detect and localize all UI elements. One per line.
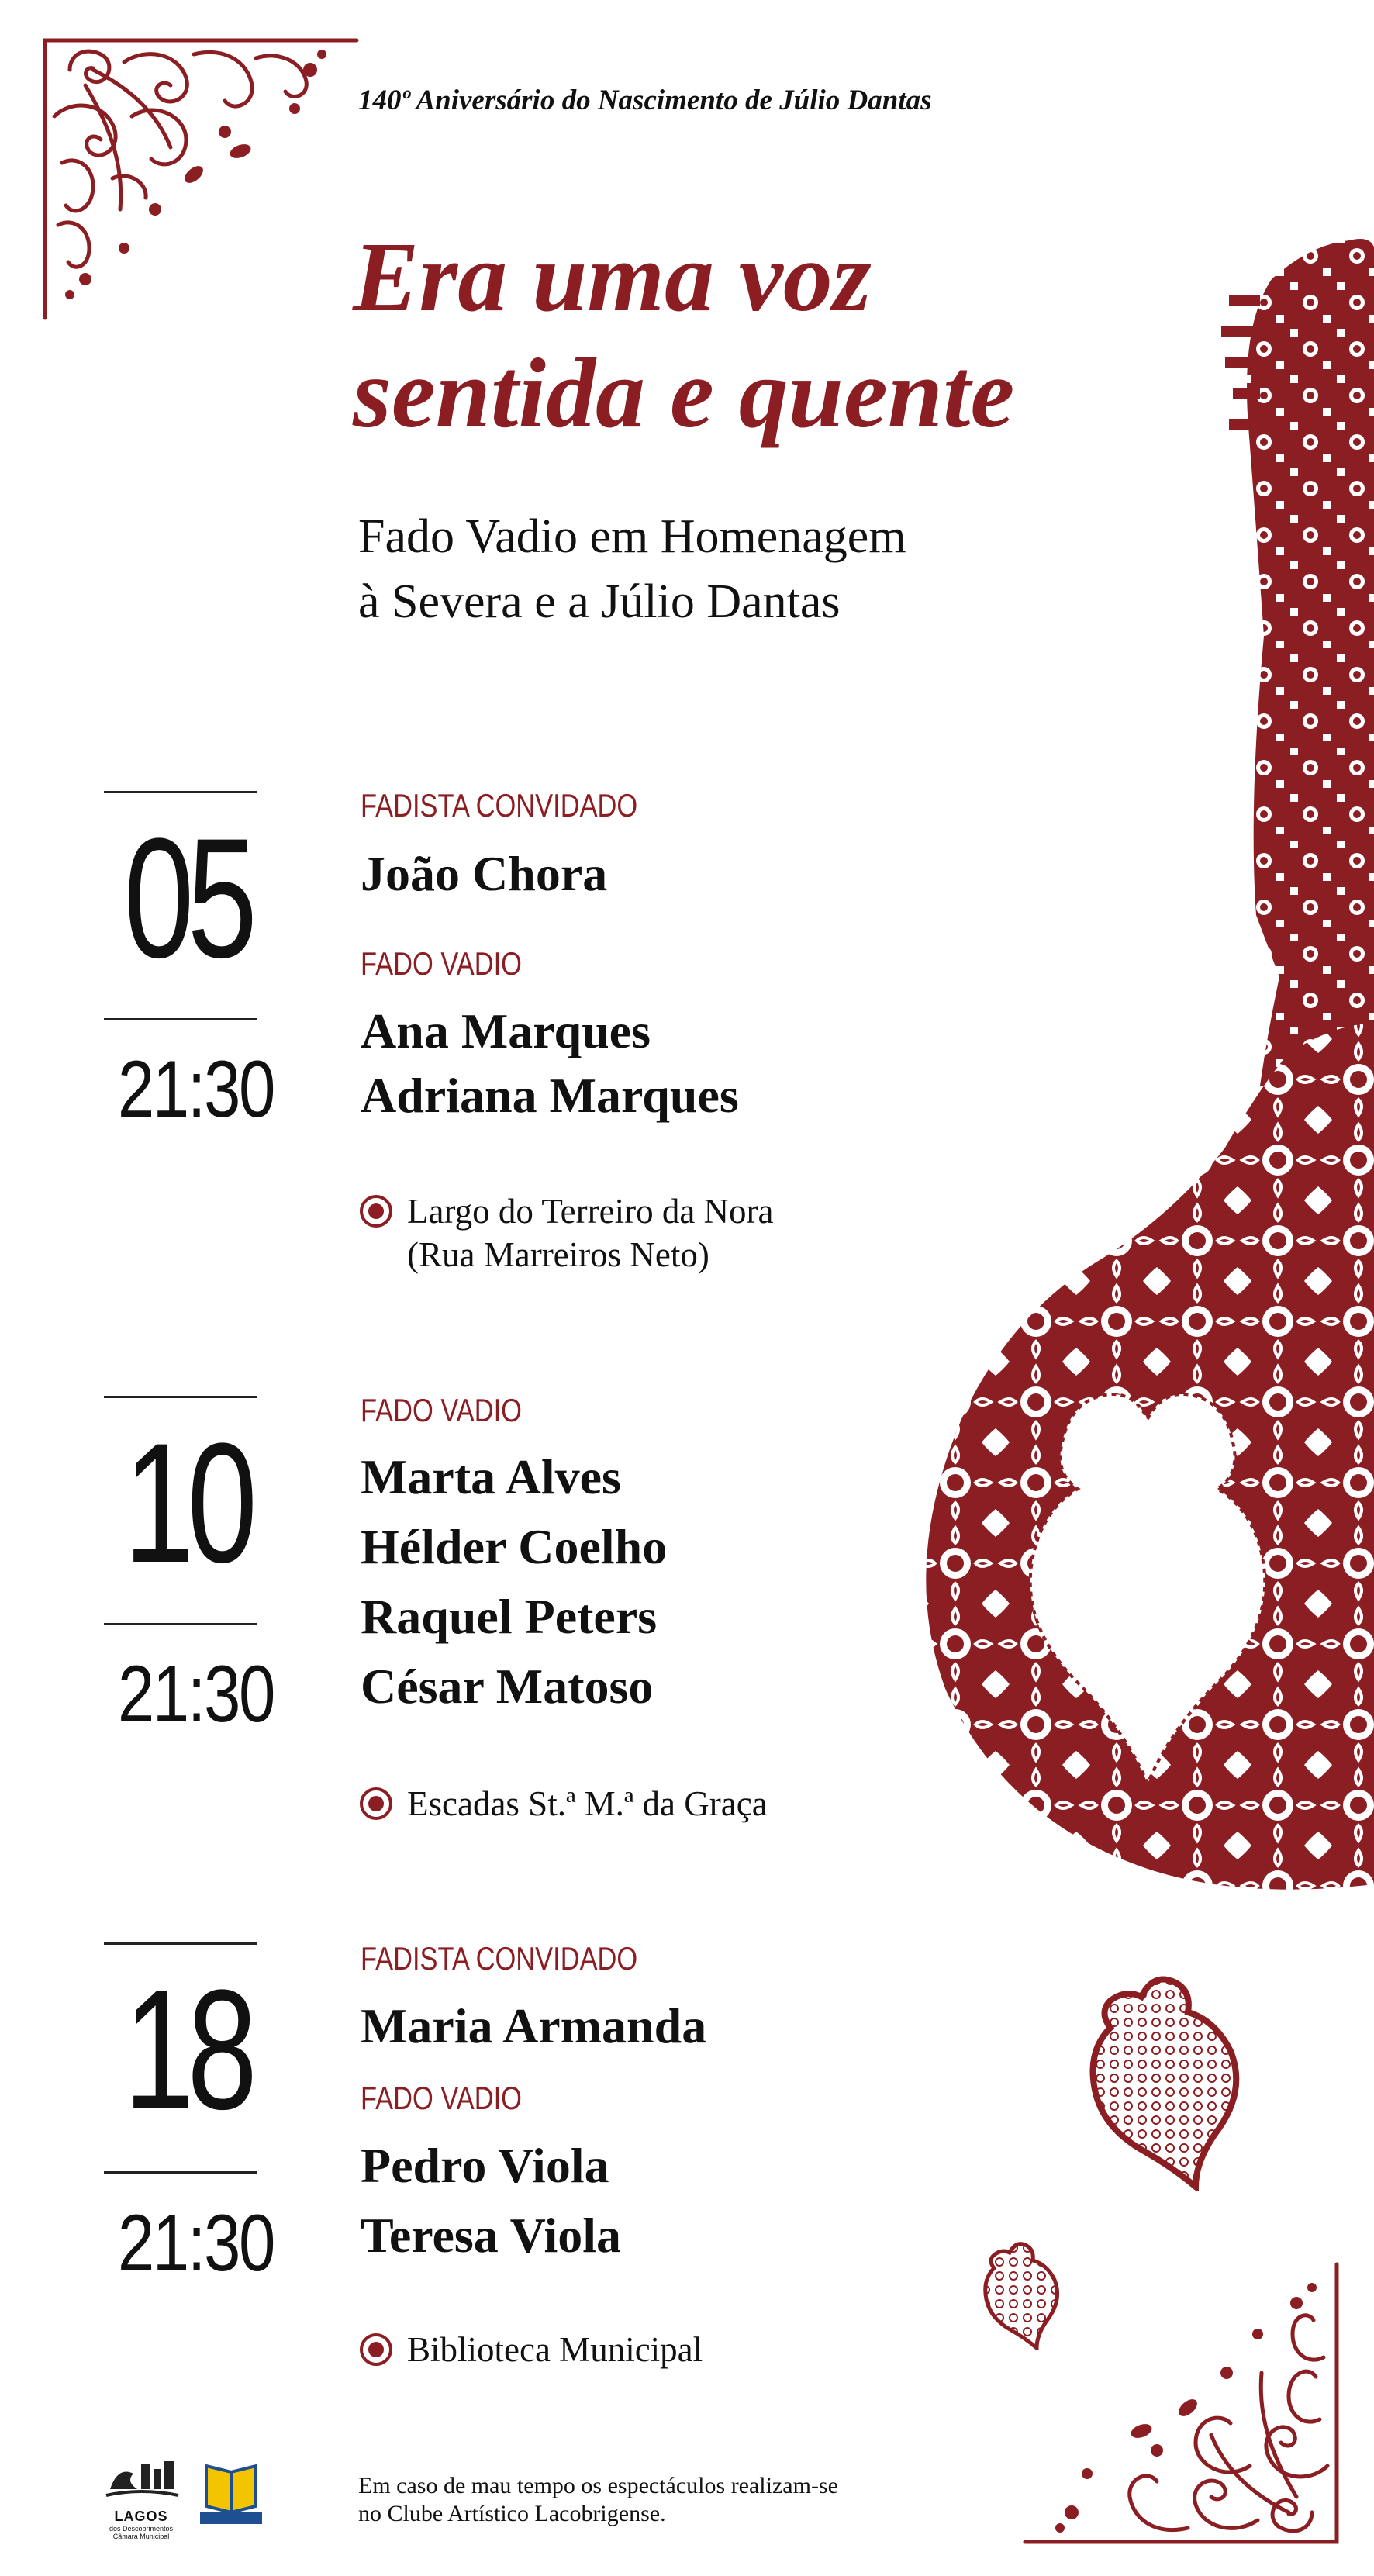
venue: [407, 1782, 768, 1825]
divider: [104, 1018, 257, 1020]
title-line-2: sentida e quente: [353, 338, 1015, 448]
divider: [104, 2171, 257, 2174]
performer-name: Adriana Marques: [361, 1068, 739, 1123]
performer-name: Maria Armanda: [361, 1998, 707, 2053]
category-label: FADO VADIO: [361, 2080, 522, 2116]
venue-line-2: (Rua Marreiros Neto): [407, 1235, 709, 1274]
title-line-1: Era uma voz: [353, 222, 872, 332]
venue: [407, 1190, 774, 1276]
library-logo: [200, 2458, 262, 2524]
location-pin-icon: [359, 1194, 393, 1228]
lagos-emblem-icon: [102, 2458, 180, 2505]
performer-name: João Chora: [361, 846, 608, 901]
performer-name: Marta Alves: [361, 1449, 621, 1504]
subtitle-line-1: Fado Vadio em Homenagem: [358, 510, 906, 563]
category-label: FADO VADIO: [361, 1392, 522, 1428]
category-label: FADISTA CONVIDADO: [361, 787, 638, 824]
category-label: FADO VADIO: [361, 945, 522, 982]
performer-name: Teresa Viola: [361, 2208, 622, 2263]
corner-flourish-icon: [39, 23, 364, 326]
event-day: 05: [123, 803, 251, 993]
heart-ornament-icon: [1079, 1973, 1258, 2191]
divider: [104, 791, 257, 793]
lagos-logo-text: LAGOS: [114, 2509, 168, 2524]
venue-line-1: Largo do Terreiro da Nora: [407, 1192, 774, 1231]
performer-name: Ana Marques: [361, 1003, 651, 1058]
library-book-icon: [200, 2458, 262, 2524]
performer-name: Raquel Peters: [361, 1589, 658, 1644]
footer-note: [358, 2472, 838, 2528]
divider: [104, 1623, 257, 1625]
divider: [104, 1942, 257, 1945]
event-day: 10: [123, 1407, 251, 1598]
lagos-logo-sub: dos Descobrimentos: [109, 2525, 174, 2533]
subtitle: [358, 504, 906, 634]
event-day: 18: [123, 1954, 251, 2145]
lagos-logo: [102, 2458, 180, 2543]
divider: [104, 1396, 257, 1398]
venue: [407, 2328, 703, 2371]
performer-name: Pedro Viola: [361, 2138, 609, 2193]
lagos-logo-sub2: Câmara Municipal: [112, 2533, 170, 2540]
venue-line-1: Escadas St.ª M.ª da Graça: [407, 1784, 768, 1823]
subtitle-line-2: à Severa e a Júlio Dantas: [358, 575, 841, 628]
event-time: 21:30: [117, 1045, 274, 1134]
category-label: FADISTA CONVIDADO: [361, 1940, 638, 1977]
location-pin-icon: [359, 2333, 393, 2367]
location-pin-icon: [359, 1787, 393, 1821]
footer-note-line-2: no Clube Artístico Lacobrigense.: [358, 2501, 666, 2526]
performer-name: César Matoso: [361, 1659, 654, 1714]
footer-note-line-1: Em caso de mau tempo os espectáculos realizam-se: [358, 2473, 838, 2498]
supertitle: 140º Aniversário do Nascimento de Júlio Dantas: [358, 85, 932, 116]
venue-line-1: Biblioteca Municipal: [407, 2330, 703, 2369]
performer-name: Hélder Coelho: [361, 1519, 668, 1574]
event-time: 21:30: [117, 1649, 274, 1739]
event-time: 21:30: [117, 2198, 274, 2288]
guitar-illustration: [915, 233, 1374, 1900]
corner-flourish-icon: [1017, 2257, 1343, 2559]
